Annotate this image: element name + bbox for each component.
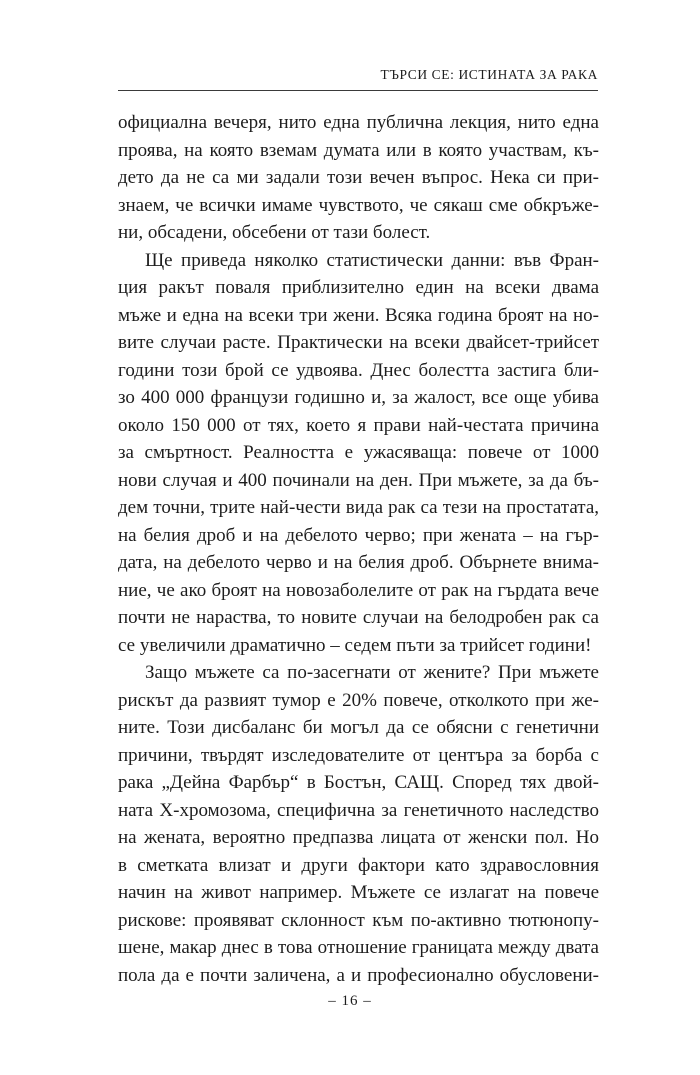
text-line: ната X-хромозома, специфична за генетичното наследство [118, 799, 599, 821]
text-line: се увеличили драматично – седем пъти за трийсет години! [118, 634, 592, 656]
text-line: дем точни, трите най-чести вида рак са тези на простатата, [118, 497, 599, 518]
text-line: години този брой се удвоява. Днес болестта застига бли- [118, 359, 599, 381]
running-title: ТЪРСИ СЕ: ИСТИНАТА ЗА РАКА [380, 67, 598, 82]
text-line: вите случаи расте. Практически на всеки двайсет-трийсет [118, 332, 599, 353]
text-line: почти не нараства, то новите случаи на белодробен рак са [118, 607, 599, 628]
text-line: нови случая и 400 починали на ден. При мъжете, за да бъ- [118, 469, 599, 491]
text-line: дето да не са ми задали този вечен въпрос. Нека си при- [118, 167, 599, 188]
text-line: за смъртност. Реалността е ужасяваща: повече от 1000 [118, 442, 599, 463]
text-line: начин на живот например. Мъжете се излагат на повече [118, 882, 599, 903]
text-line: на жената, вероятно предпазва лицата от женски пол. Но [118, 827, 599, 848]
paragraph-first-line: Защо мъжете са по-засегнати от жените? При мъжете [145, 662, 599, 683]
text-line: в сметката влизат и други фактори като здравословния [118, 854, 599, 876]
body-text [118, 109, 599, 989]
text-line: мъже и една на всеки три жени. Всяка година броят на но- [118, 304, 599, 326]
text-line: рака „Дейна Фарбър“ в Бостън, САЩ. Според тях двой- [118, 772, 599, 793]
text-line: причини, твърдят изследователите от центъра за борба с [118, 744, 599, 766]
running-header [118, 64, 598, 91]
text-line: зо 400 000 французи годишно и, за жалост, все още убива [118, 387, 599, 408]
page-number: – 16 – [328, 993, 372, 1009]
text-line: проява, на която вземам думата или в която участвам, къ- [118, 139, 599, 161]
paragraph-first-line: Ще приведа няколко статистически данни: във Фран- [145, 249, 599, 271]
text-line: пола да е почти заличена, а и професионално обусловени- [118, 964, 599, 986]
text-line: дата, на дебелото черво и на белия дроб. Обърнете внима- [118, 552, 599, 573]
text-line: ни, обсадени, обсебени от тази болест. [118, 222, 431, 243]
text-line: знаем, че всички имаме чувството, че сякаш сме обкръже- [118, 194, 599, 216]
text-line: рискове: проявяват склонност към по-активно тютюнопу- [118, 909, 599, 931]
text-line: на белия дроб и на дебелото черво; при жената – на гър- [118, 524, 599, 546]
text-line: официална вечеря, нито една публична лекция, нито една [118, 112, 599, 133]
text-line: около 150 000 от тях, което я прави най-честата причина [118, 414, 599, 436]
text-line: шене, макар днес в това отношение границата между двата [118, 937, 599, 958]
text-line: ция ракът поваля приблизително един на всеки двама [118, 277, 599, 298]
text-line: ните. Този дисбаланс би могъл да се обясни с генетични [118, 717, 599, 738]
text-line: ние, че ако броят на новозаболелите от рак на гърдата вече [118, 579, 599, 601]
text-line: рискът да развият тумор е 20% повече, отколкото при же- [118, 689, 599, 711]
